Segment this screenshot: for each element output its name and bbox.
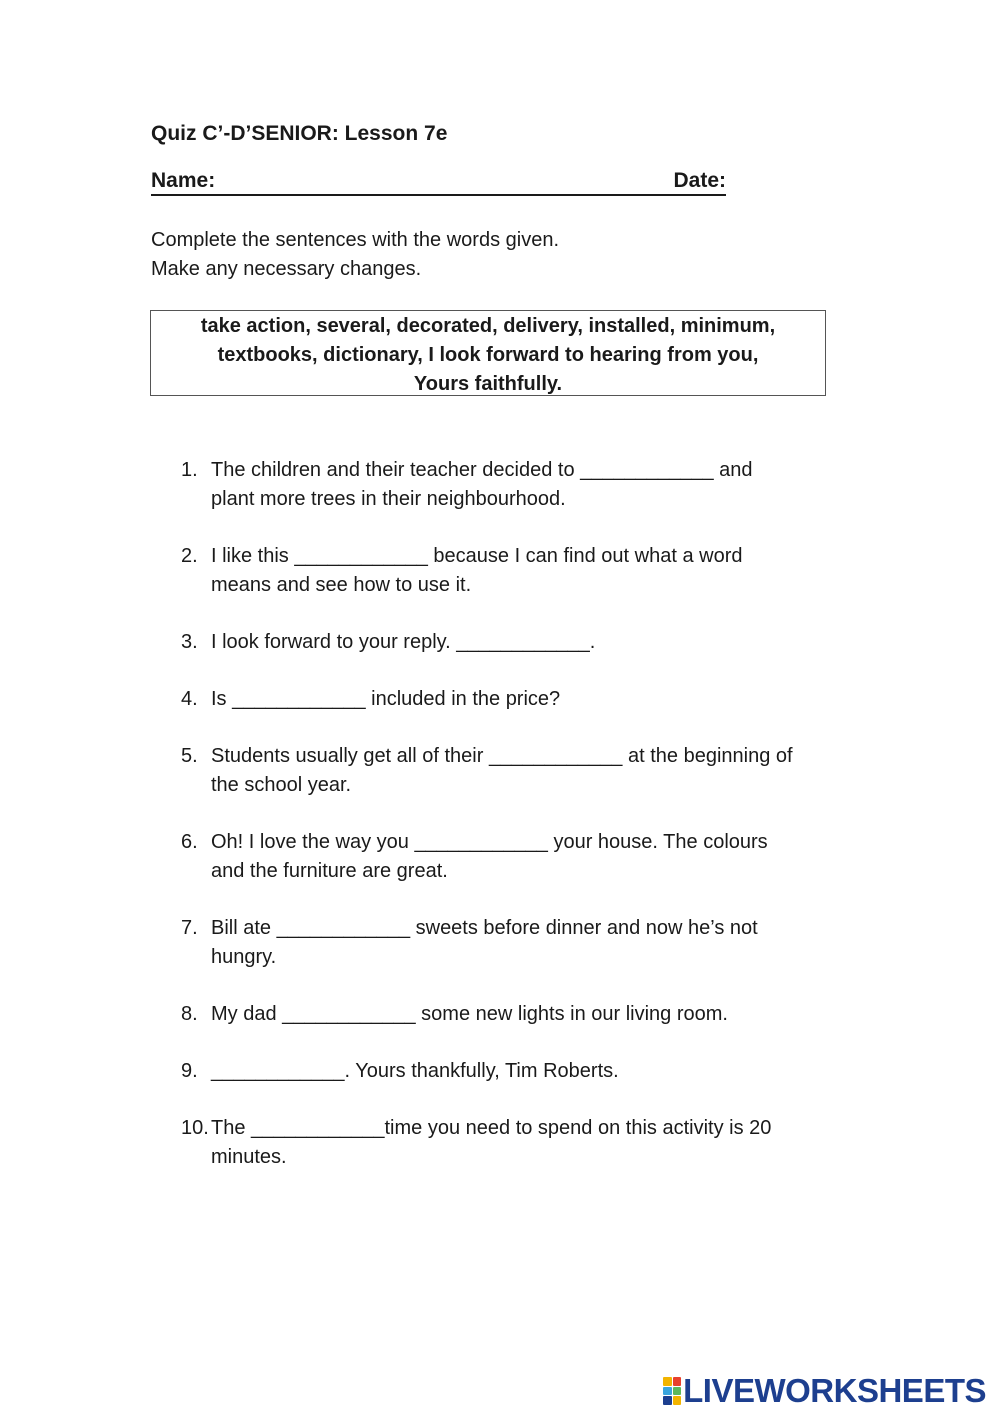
date-label: Date: xyxy=(673,169,726,192)
question-line: I look forward to your reply. ____________. xyxy=(211,631,596,653)
question-item xyxy=(0,542,1000,600)
word-bank-box xyxy=(150,310,826,396)
question-line: and the furniture are great. xyxy=(211,860,448,882)
question-number: 5. xyxy=(181,745,198,767)
word-bank-line: textbooks, dictionary, I look forward to hearing from you, xyxy=(217,344,759,366)
question-line: Bill ate ____________ sweets before dinner and now he’s not xyxy=(211,917,758,939)
question-item xyxy=(0,914,1000,972)
question-number: 2. xyxy=(181,545,198,567)
question-number: 6. xyxy=(181,831,198,853)
question-line: plant more trees in their neighbourhood. xyxy=(211,488,566,510)
question-item xyxy=(0,1000,1000,1029)
name-date-row xyxy=(151,169,726,196)
question-line: The ____________time you need to spend on this activity is 20 xyxy=(211,1117,772,1139)
question-item xyxy=(0,1114,1000,1172)
question-line: Students usually get all of their ____________ at the beginning of xyxy=(211,745,793,767)
question-item xyxy=(0,828,1000,886)
question-number: 9. xyxy=(181,1060,198,1082)
question-line: minutes. xyxy=(211,1146,287,1168)
question-text xyxy=(211,914,851,972)
name-label: Name: xyxy=(151,169,216,192)
logo-square xyxy=(673,1396,682,1405)
question-line: I like this ____________ because I can find out what a word xyxy=(211,545,743,567)
logo-square xyxy=(673,1377,682,1386)
question-text xyxy=(211,828,851,886)
logo-square xyxy=(663,1377,672,1386)
word-bank-line: Yours faithfully. xyxy=(413,373,563,395)
question-line: Oh! I love the way you ____________ your house. The colours xyxy=(211,831,768,853)
question-line: ____________. Yours thankfully, Tim Roberts. xyxy=(211,1060,619,1082)
question-item xyxy=(0,685,1000,714)
page-title: Quiz C’-D’SENIOR: Lesson 7e xyxy=(151,122,448,145)
question-number: 10. xyxy=(181,1117,209,1139)
question-item xyxy=(0,742,1000,800)
question-number: 8. xyxy=(181,1003,198,1025)
question-item xyxy=(0,456,1000,514)
question-line: means and see how to use it. xyxy=(211,574,472,596)
question-line: the school year. xyxy=(211,774,352,796)
question-line: My dad ____________ some new lights in our living room. xyxy=(211,1003,728,1025)
logo-square xyxy=(673,1387,682,1396)
question-text xyxy=(211,742,851,800)
logo-text: LIVEWORKSHEETS xyxy=(683,1372,986,1409)
logo-square xyxy=(663,1387,672,1396)
question-number: 1. xyxy=(181,459,198,481)
question-number: 7. xyxy=(181,917,198,939)
instructions-line: Complete the sentences with the words given. xyxy=(151,229,559,251)
logo-square xyxy=(663,1396,672,1405)
question-text xyxy=(211,685,851,714)
instructions xyxy=(151,226,559,284)
instructions-line: Make any necessary changes. xyxy=(151,258,422,280)
question-text xyxy=(211,542,851,600)
liveworksheets-logo xyxy=(663,1372,986,1410)
question-text xyxy=(211,1057,851,1086)
question-list xyxy=(0,456,1000,1200)
question-item xyxy=(0,1057,1000,1086)
question-line: Is ____________ included in the price? xyxy=(211,688,561,710)
word-bank-line: take action, several, decorated, delivery, installed, minimum, xyxy=(200,315,776,337)
question-line: hungry. xyxy=(211,946,277,968)
question-text xyxy=(211,1000,851,1029)
question-text xyxy=(211,1114,851,1172)
question-item xyxy=(0,628,1000,657)
question-text xyxy=(211,628,851,657)
question-number: 3. xyxy=(181,631,198,653)
logo-mark-icon xyxy=(663,1377,681,1405)
question-number: 4. xyxy=(181,688,198,710)
question-text xyxy=(211,456,851,514)
question-line: The children and their teacher decided to ____________ and xyxy=(211,459,753,481)
